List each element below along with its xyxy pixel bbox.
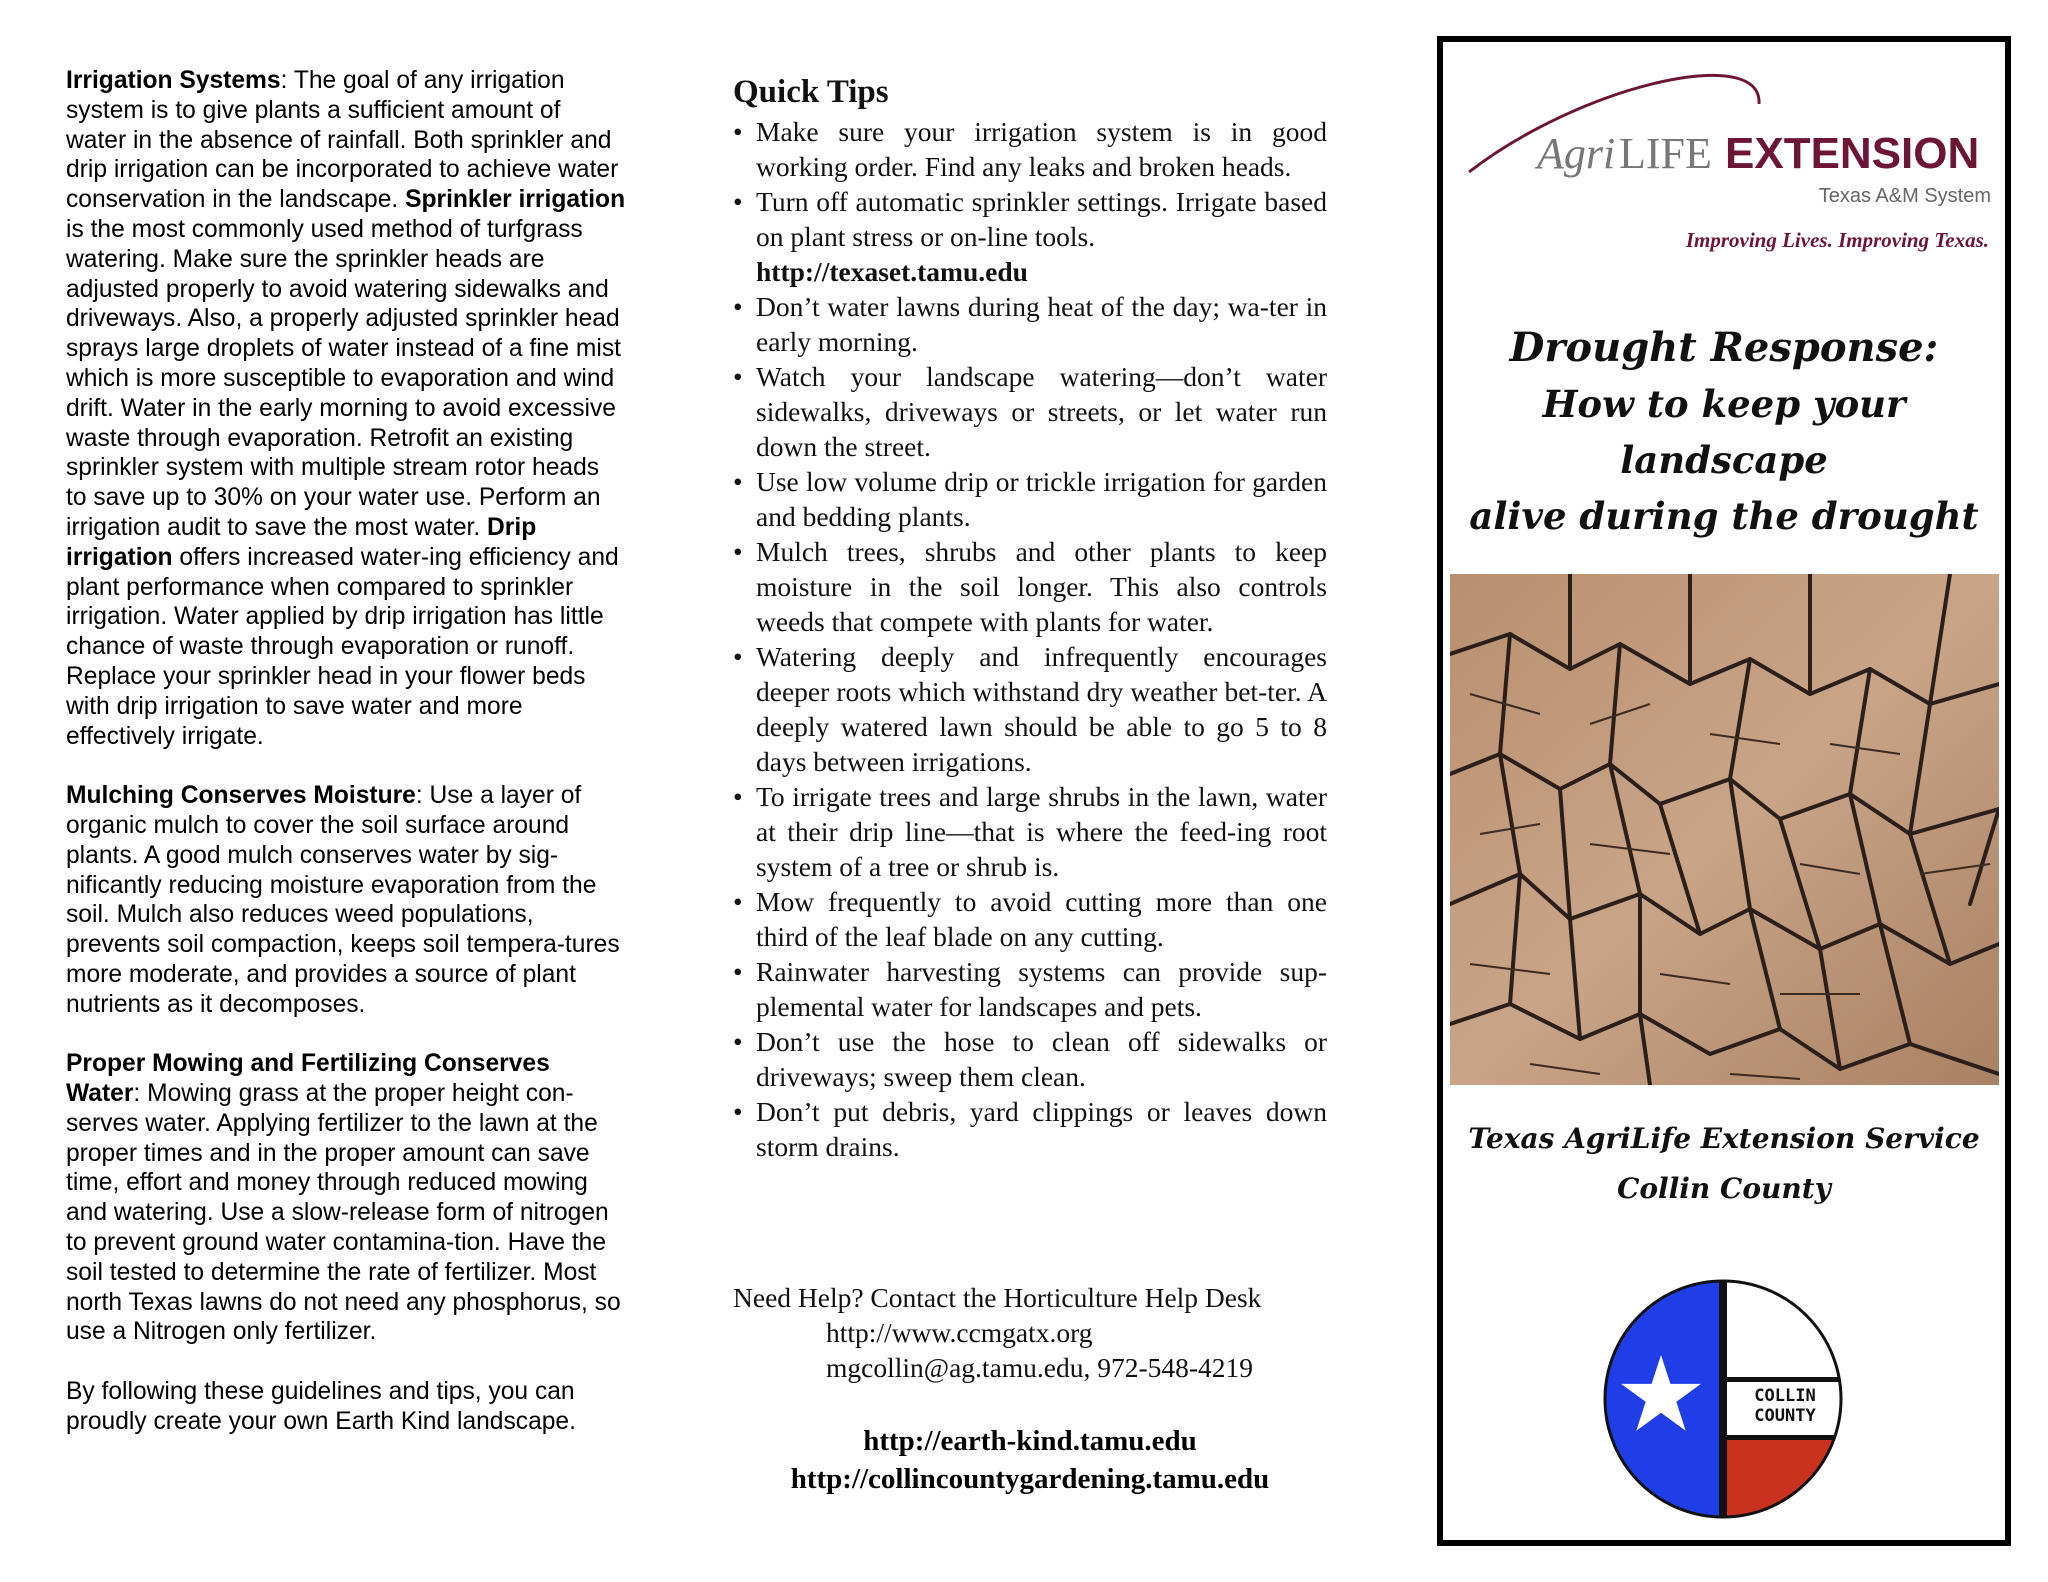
- sprinkler-heading: Sprinkler irrigation: [405, 186, 626, 214]
- tip-item: • Use low volume drip or trickle irrigation for garden and bedding plants.: [733, 464, 1327, 534]
- quick-tips-title: Quick Tips: [733, 74, 889, 110]
- tip-item: • Rainwater harvesting systems can provide sup-plemental water for landscapes and pets.: [733, 954, 1327, 1024]
- headline-line-1: Drought Response:: [1509, 324, 1939, 371]
- help-contact[interactable]: mgcollin@ag.tamu.edu, 972-548-4219: [826, 1352, 1254, 1383]
- logo-life-text: LIFE: [1619, 129, 1712, 178]
- service-line-2: Collin County: [1617, 1172, 1831, 1205]
- website-links: [720, 1422, 1340, 1498]
- tip-item: • Mulch trees, shrubs and other plants to keep moisture in the soil longer. This also controls weeds that compete with plants for water.: [733, 534, 1327, 639]
- tip-item: [733, 184, 1327, 289]
- tip-item: • Watch your landscape watering—don’t water sidewalks, driveways or streets, or let water run down the street.: [733, 359, 1327, 464]
- help-url-link[interactable]: http://www.ccmgatx.org: [826, 1317, 1093, 1348]
- headline-line-2: How to keep your landscape: [1542, 382, 1906, 482]
- service-line-1: Texas AgriLife Extension Service: [1468, 1122, 1980, 1155]
- closing-text: By following these guidelines and tips, you can proudly create your own Earth Kind landscape.: [66, 1378, 576, 1435]
- mulching-heading: Mulching Conserves Moisture: [66, 782, 416, 810]
- agrilife-logo: [1463, 54, 2003, 224]
- collin-gardening-link[interactable]: http://collincountygardening.tamu.edu: [790, 1463, 1270, 1495]
- tip-item: • Don’t use the hose to clean off sidewalks or driveways; sweep them clean.: [733, 1024, 1327, 1094]
- cracked-earth-photo: [1450, 574, 1999, 1085]
- sprinkler-text: is the most commonly used method of turfgrass watering. Make sure the sprinkler heads are adjusted properly to avoid watering sidewalks and driveways. Also, a properly adjusted sprinkler head sprays large droplets of water instead of a fine mist which is more susceptible to evaporation and wind drift. Water in the early morning to avoid excessive waste through evaporation. Retrofit an existing sprinkler system with multiple stream rotor heads to save up to 30% on your water use. Perform an irrigation audit to save the most water.: [66, 215, 621, 541]
- tagline: Improving Lives. Improving Texas.: [1685, 228, 1989, 252]
- tip-item: • To irrigate trees and large shrubs in the lawn, water at their drip line—that is where the feed-ing root system of a tree or shrub is.: [733, 779, 1327, 884]
- tip-item: • Mow frequently to avoid cutting more than one third of the leaf blade on any cutting.: [733, 884, 1327, 954]
- tip-item: • Make sure your irrigation system is in good working order. Find any leaks and broken heads.: [733, 114, 1327, 184]
- seal-county-text: COUNTY: [1754, 1406, 1816, 1426]
- left-column: [66, 66, 626, 1466]
- quick-tips-list: [733, 114, 1327, 1164]
- quick-tips-column: [733, 72, 1327, 1164]
- help-desk-block: [733, 1280, 1353, 1385]
- help-line: Need Help? Contact the Horticulture Help Desk: [733, 1282, 1262, 1313]
- logo-agri-text: Agri: [1537, 129, 1616, 178]
- tip-item: • Watering deeply and infrequently encourages deeper roots which withstand dry weather bet-ter. A deeply watered lawn should be able to go 5 to 8 days between irrigations.: [733, 639, 1327, 779]
- headline: [1443, 320, 2005, 544]
- service-name: [1443, 1114, 2005, 1214]
- irrigation-heading: Irrigation Systems: [66, 67, 281, 94]
- cover-panel: [1437, 36, 2011, 1546]
- mowing-section: [66, 1049, 626, 1347]
- mulching-section: [66, 781, 626, 1019]
- logo-extension-text: EXTENSION: [1725, 129, 1980, 178]
- drip-heading: Drip irrigation: [66, 513, 537, 571]
- headline-line-3: alive during the drought: [1469, 494, 1979, 538]
- irrigation-intro: : The goal of any irrigation system is to give plants a sufficient amount of water in the absence of rainfall. Both sprinkler and drip irrigation can be incorporated to achieve water conservation in the landscape.: [66, 67, 619, 214]
- mulching-text: : Use a layer of organic mulch to cover the soil surface around plants. A good mulch conserves water by sig-nificantly reducing moisture evaporation from the soil. Mulch also reduces weed populations, prevents soil compaction, keeps soil tempera-tures more moderate, and provides a source of plant nutrients as it decomposes.: [66, 782, 620, 1018]
- tip-item: • Don’t water lawns during heat of the day; wa-ter in early morning.: [733, 289, 1327, 359]
- mowing-heading: Proper Mowing and Fertilizing Conserves Water: [66, 1050, 550, 1108]
- irrigation-section: [66, 66, 626, 751]
- logo-system-text: Texas A&M System: [1818, 185, 1991, 207]
- seal-collin-text: COLLIN: [1754, 1386, 1816, 1406]
- drip-text: offers increased water-ing efficiency and plant performance when compared to sprinkler irrigation. Water applied by drip irrigation has little chance of waste through evaporation or runoff. Replace your sprinkler head in your flower beds with drip irrigation to save water and more effectively irrigate.: [66, 543, 619, 750]
- mowing-text: : Mowing grass at the proper height con-serves water. Applying fertilizer to the lawn at the proper times and in the proper amount can save time, effort and money through reduced mowing and watering. Use a slow-release form of nitrogen to prevent ground water contamina-tion. Have the soil tested to determine the rate of fertilizer. Most north Texas lawns do not need any phosphorus, so use a Nitrogen only fertilizer.: [66, 1080, 621, 1346]
- tip-item: • Don’t put debris, yard clippings or leaves down storm drains.: [733, 1094, 1327, 1164]
- earthkind-link[interactable]: http://earth-kind.tamu.edu: [863, 1425, 1197, 1457]
- texaset-link[interactable]: http://texaset.tamu.edu: [756, 256, 1028, 287]
- tip-text: Turn off automatic sprinkler settings. Irrigate based on plant stress or on-line tools.: [756, 186, 1327, 252]
- collin-county-seal: [1601, 1277, 1845, 1521]
